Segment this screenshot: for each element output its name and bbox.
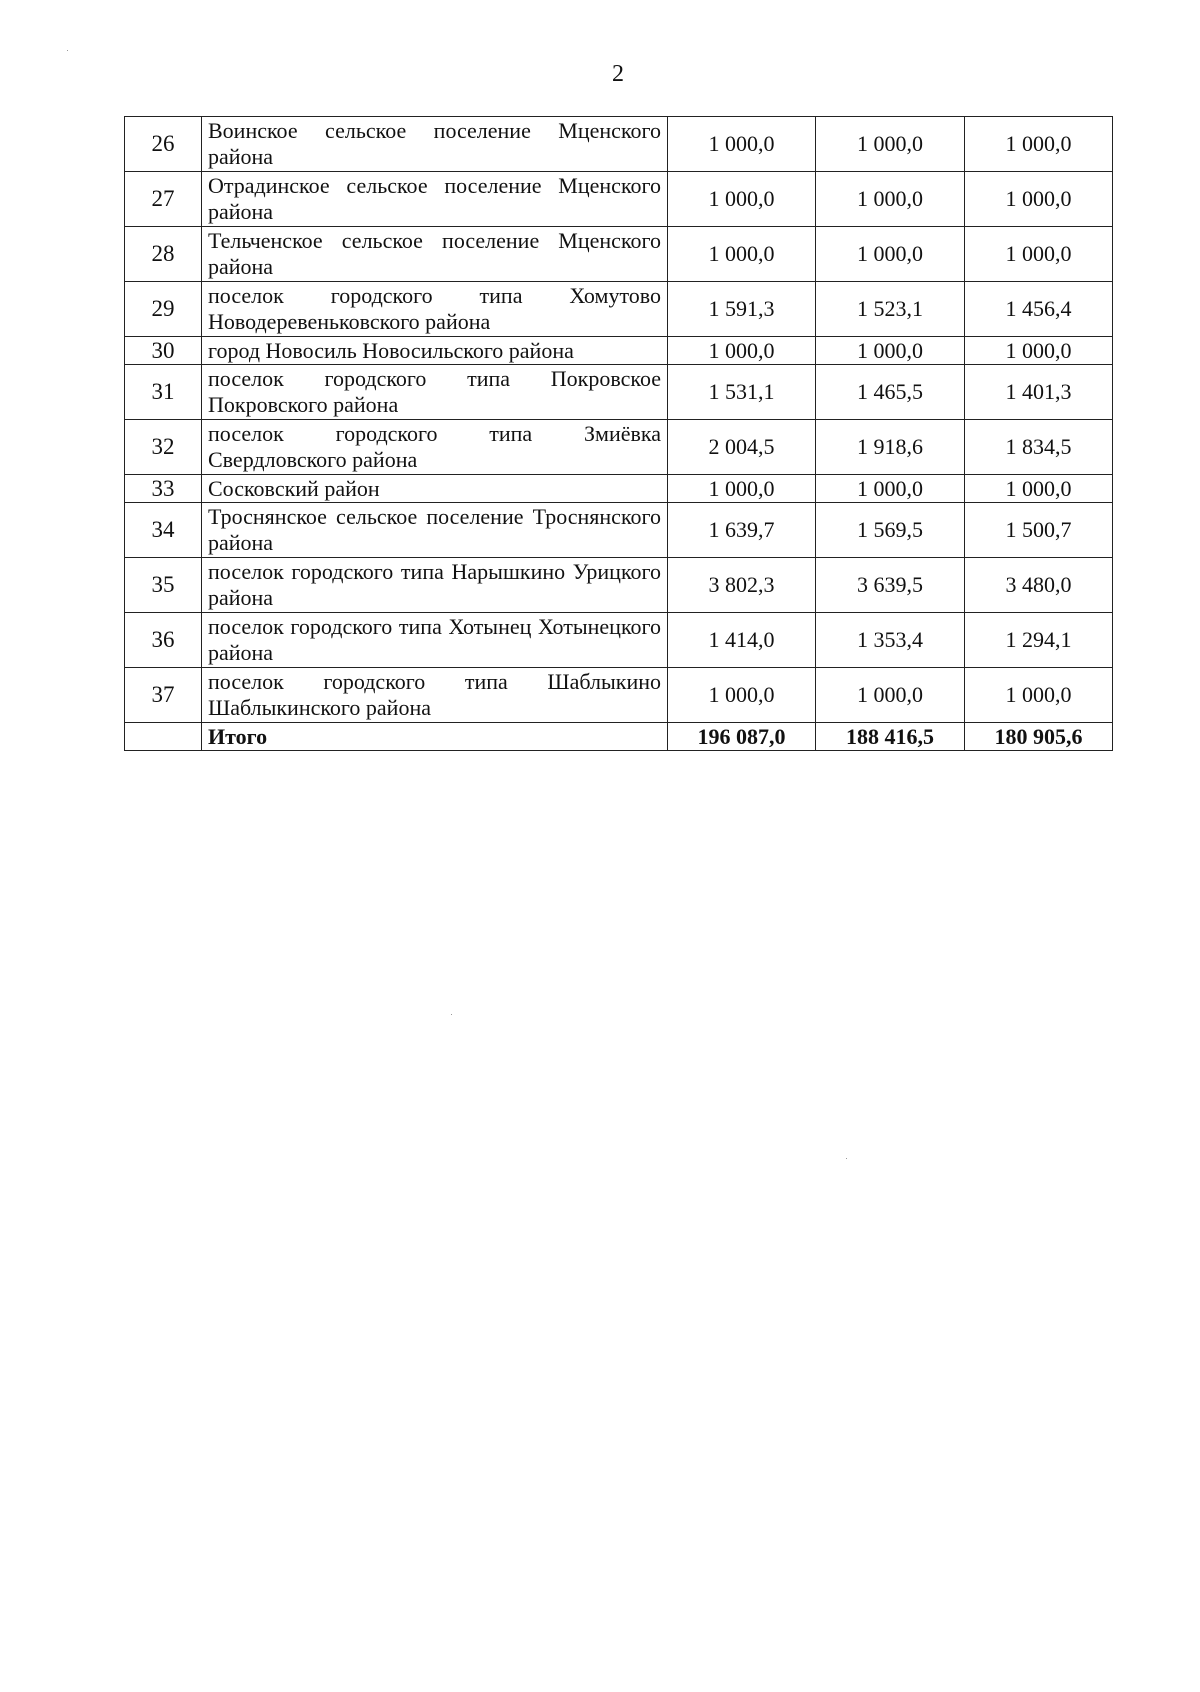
- row-number: 29: [125, 282, 202, 337]
- municipality-name: поселок городского типа Хотынец Хотынецкого района: [202, 613, 668, 668]
- value-col-2: 1 000,0: [816, 117, 965, 172]
- value-col-2: 1 000,0: [816, 172, 965, 227]
- table-row: [125, 282, 1113, 337]
- value-col-1: 1 000,0: [668, 172, 816, 227]
- municipality-name: Троснянское сельское поселение Троснянского района: [202, 503, 668, 558]
- value-col-1: 1 000,0: [668, 227, 816, 282]
- value-col-2: 1 353,4: [816, 613, 965, 668]
- value-col-2: 1 000,0: [816, 227, 965, 282]
- value-col-1: 1 000,0: [668, 668, 816, 723]
- value-col-1: 1 531,1: [668, 365, 816, 420]
- value-col-1: 3 802,3: [668, 558, 816, 613]
- value-col-2: 1 569,5: [816, 503, 965, 558]
- municipality-name: Тельченское сельское поселение Мценского района: [202, 227, 668, 282]
- scan-speck: [67, 50, 68, 51]
- value-col-2: 1 000,0: [816, 337, 965, 365]
- row-number: 31: [125, 365, 202, 420]
- row-number: 35: [125, 558, 202, 613]
- total-value-col-1: 196 087,0: [668, 723, 816, 751]
- value-col-2: 1 918,6: [816, 420, 965, 475]
- total-value-col-2: 188 416,5: [816, 723, 965, 751]
- scan-speck: [451, 1014, 452, 1015]
- value-col-1: 2 004,5: [668, 420, 816, 475]
- row-number: 36: [125, 613, 202, 668]
- table-row: [125, 117, 1113, 172]
- value-col-3: 1 456,4: [965, 282, 1113, 337]
- value-col-3: 3 480,0: [965, 558, 1113, 613]
- value-col-2: 1 465,5: [816, 365, 965, 420]
- row-number: 30: [125, 337, 202, 365]
- row-number: 34: [125, 503, 202, 558]
- municipality-name: Сосковский район: [202, 475, 668, 503]
- municipality-name: город Новосиль Новосильского района: [202, 337, 668, 365]
- value-col-3: 1 834,5: [965, 420, 1113, 475]
- table-row: [125, 172, 1113, 227]
- table-row: [125, 365, 1113, 420]
- value-col-1: 1 414,0: [668, 613, 816, 668]
- table-row: [125, 613, 1113, 668]
- page-number: 2: [612, 61, 624, 87]
- value-col-1: 1 591,3: [668, 282, 816, 337]
- row-number: 32: [125, 420, 202, 475]
- value-col-3: 1 000,0: [965, 117, 1113, 172]
- municipality-name: поселок городского типа Хомутово Новодеревеньковского района: [202, 282, 668, 337]
- value-col-3: 1 294,1: [965, 613, 1113, 668]
- value-col-1: 1 000,0: [668, 475, 816, 503]
- table-row: [125, 558, 1113, 613]
- value-col-1: 1 000,0: [668, 337, 816, 365]
- municipality-name: Воинское сельское поселение Мценского района: [202, 117, 668, 172]
- municipality-name: Отрадинское сельское поселение Мценского района: [202, 172, 668, 227]
- value-col-3: 1 500,7: [965, 503, 1113, 558]
- value-col-3: 1 000,0: [965, 475, 1113, 503]
- value-col-2: 1 523,1: [816, 282, 965, 337]
- total-value-col-3: 180 905,6: [965, 723, 1113, 751]
- total-label: Итого: [202, 723, 668, 751]
- total-number-cell: [125, 723, 202, 751]
- value-col-2: 3 639,5: [816, 558, 965, 613]
- municipality-name: поселок городского типа Шаблыкино Шаблыкинского района: [202, 668, 668, 723]
- value-col-2: 1 000,0: [816, 475, 965, 503]
- scan-speck: [846, 1158, 847, 1159]
- row-number: 28: [125, 227, 202, 282]
- value-col-1: 1 000,0: [668, 117, 816, 172]
- value-col-3: 1 000,0: [965, 337, 1113, 365]
- municipality-name: поселок городского типа Змиёвка Свердловского района: [202, 420, 668, 475]
- table-row: [125, 668, 1113, 723]
- value-col-3: 1 000,0: [965, 668, 1113, 723]
- value-col-1: 1 639,7: [668, 503, 816, 558]
- row-number: 26: [125, 117, 202, 172]
- allocation-table: [124, 116, 1113, 751]
- row-number: 27: [125, 172, 202, 227]
- value-col-3: 1 000,0: [965, 227, 1113, 282]
- row-number: 37: [125, 668, 202, 723]
- table-row: [125, 420, 1113, 475]
- municipality-name: поселок городского типа Нарышкино Урицкого района: [202, 558, 668, 613]
- table-row: [125, 475, 1113, 503]
- value-col-2: 1 000,0: [816, 668, 965, 723]
- table-row: [125, 227, 1113, 282]
- table-row: [125, 337, 1113, 365]
- value-col-3: 1 401,3: [965, 365, 1113, 420]
- row-number: 33: [125, 475, 202, 503]
- total-row: [125, 723, 1113, 751]
- municipality-name: поселок городского типа Покровское Покровского района: [202, 365, 668, 420]
- value-col-3: 1 000,0: [965, 172, 1113, 227]
- table-row: [125, 503, 1113, 558]
